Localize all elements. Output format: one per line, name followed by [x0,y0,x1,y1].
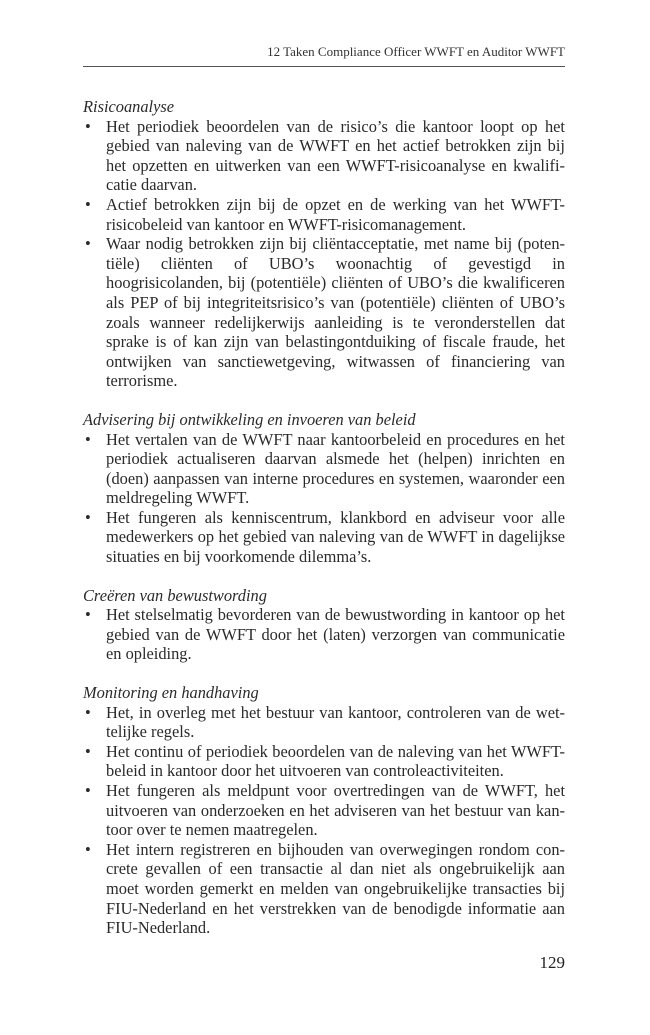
section-title: Monitoring en handhaving [83,683,259,703]
section-risicoanalyse [83,97,565,391]
header-rule [83,66,565,67]
list-item-text: Het intern registreren en bijhouden van overwegingen rondom concrete gevallen of een transactie al dan niet als ongebruikelijk aan moet worden gemerkt en melden van ongebruikelijke transacties bij FIU-Nederland en het verstrekken van de benodigde informatie aan FIU-Nederland. [106,839,565,938]
list-item [83,742,565,781]
running-header: 12 Taken Compliance Officer WWFT en Auditor WWFT [267,44,565,59]
list-item-text: Het continu of periodiek beoordelen van de naleving van het WWFT-beleid in kantoor door het uitvoeren van controleactiviteiten. [106,741,565,781]
list-item-text: Het stelselmatig bevorderen van de bewustwording in kantoor op het gebied van de WWFT door het (laten) verzorgen van communicatie en opleiding. [106,605,565,664]
list-item [83,508,565,567]
list-item-text: Actief betrokken zijn bij de opzet en de werking van het WWFT-risicobeleid van kantoor en WWFT-risicomanagement. [106,194,565,234]
list-item [83,840,565,938]
list-item-text: Het fungeren als meldpunt voor overtredingen van de WWFT, het uitvoeren van onderzoeken en het adviseren van het bestuur van kantoor over te nemen maatregelen. [106,781,565,840]
list-item [83,117,565,195]
list-item [83,781,565,840]
list-item [83,430,565,508]
list-item-text: Het fungeren als kenniscentrum, klankbord en adviseur voor alle medewerkers op het gebied van naleving van de WWFT in dagelijkse situaties en bij voorkomende dilemma’s. [106,507,565,567]
bullet-icon: • [85,605,91,625]
list-item [83,703,565,742]
section-title: Advisering bij ontwikkeling en invoeren van beleid [83,409,416,429]
page-number: 129 [539,953,565,972]
list-item [83,234,565,391]
section-advisering [83,410,565,567]
bullet-list [83,605,565,664]
bullet-list [83,703,565,938]
bullet-icon: • [85,116,91,136]
section-title: Creëren van bewustwording [83,585,267,605]
page-content [83,97,565,957]
section-title: Risicoanalyse [83,97,175,116]
bullet-icon: • [85,781,91,800]
list-item [83,605,565,664]
section-bewustwording [83,586,565,664]
bullet-icon: • [85,741,91,761]
bullet-icon: • [85,194,91,214]
bullet-list [83,430,565,567]
bullet-icon: • [85,507,91,527]
list-item-text: Het vertalen van de WWFT naar kantoorbeleid en procedures en het periodiek actualiseren daarvan alsmede het (helpen) inrichten en (doen) aanpassen van interne procedures en systemen, waaronder een meldregeling WWFT. [106,429,565,508]
bullet-icon: • [85,429,91,449]
list-item [83,195,565,234]
bullet-icon: • [85,839,91,859]
list-item-text: Waar nodig betrokken zijn bij cliëntacceptatie, met name bij (potentiële) cliënten of UBO’s woonachtig of gevestigd in hoogrisicolanden, bij (potentiële) cliënten of UBO’s die kwalificeren als PEP of bij integriteitsrisico’s van (potentiële) cliënten of UBO’s zoals wanneer redelijkerwijs aanleiding is te veronderstellen dat sprake is of kan zijn van belastingontduiking of fiscale fraude, het ontwijken van sanctiewetgeving, witwassen of financiering van terrorisme. [106,234,565,391]
bullet-icon: • [85,702,91,722]
bullet-icon: • [85,234,91,254]
section-monitoring [83,683,565,938]
list-item-text: Het, in overleg met het bestuur van kantoor, controleren van de wettelijke regels. [106,702,565,742]
list-item-text: Het periodiek beoordelen van de risico’s die kantoor loopt op het gebied van naleving van de WWFT en het actief betrokken zijn bij het opzetten en uitwerken van een WWFT-risicoanalyse en kwalificatie daarvan. [106,116,565,195]
bullet-list [83,117,565,391]
